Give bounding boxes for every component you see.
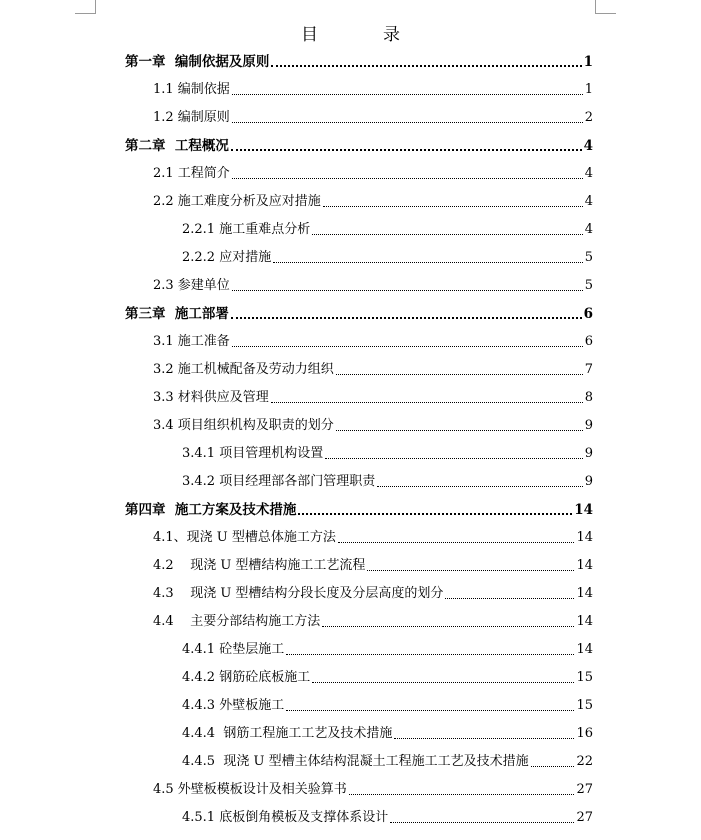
toc-page-number: 14 (574, 502, 593, 518)
toc-page-number: 4 (584, 166, 593, 181)
toc-entry-level-2[interactable] (153, 332, 593, 352)
toc-dot-leader (349, 794, 575, 795)
toc-dot-leader (322, 626, 574, 627)
toc-page-number: 22 (576, 754, 593, 769)
toc-entry-level-2[interactable] (153, 388, 593, 408)
toc-entry-title: 2.1 工程简介 (153, 166, 230, 181)
toc-dot-leader (390, 822, 574, 823)
toc-entry-title: 3.1 施工准备 (153, 334, 230, 349)
toc-page-number: 7 (584, 362, 593, 377)
toc-dot-leader (271, 65, 581, 67)
toc-entry-title: 3.2 施工机械配备及劳动力组织 (153, 362, 334, 377)
toc-dot-leader (531, 766, 575, 767)
toc-entry-level-3[interactable] (182, 808, 593, 828)
toc-dot-leader (232, 178, 583, 179)
toc-entry-title: 4.4.1 砼垫层施工 (182, 642, 285, 657)
toc-dot-leader (312, 682, 574, 683)
toc-entry-level-2[interactable] (153, 164, 593, 184)
toc-entry-level-2[interactable] (153, 360, 593, 380)
toc-page-number: 6 (583, 306, 593, 322)
toc-entry-level-3[interactable] (182, 472, 593, 492)
toc-dot-leader (232, 122, 583, 123)
toc-page-number: 4 (584, 222, 593, 237)
toc-dot-leader (232, 290, 583, 291)
toc-page-number: 15 (576, 670, 593, 685)
toc-dot-leader (325, 458, 583, 459)
toc-entry-title: 第四章 施工方案及技术措施 (125, 502, 297, 518)
toc-dot-leader (336, 374, 583, 375)
toc-dot-leader (338, 542, 575, 543)
toc-page-number: 1 (583, 54, 593, 70)
toc-entry-level-1[interactable] (125, 136, 593, 156)
toc-dot-leader (394, 738, 574, 739)
toc-entry-title: 4.3 现浇 U 型槽结构分段长度及分层高度的划分 (153, 586, 444, 601)
toc-entry-level-1[interactable] (125, 304, 593, 324)
toc-page-number: 6 (584, 334, 593, 349)
toc-page-number: 9 (584, 446, 593, 461)
crop-mark-right-v (595, 0, 596, 14)
toc-page-number: 27 (576, 810, 593, 825)
crop-mark-left-h (75, 13, 96, 14)
toc-entry-level-1[interactable] (125, 52, 593, 72)
toc-page-number: 5 (584, 250, 593, 265)
toc-page-number: 2 (584, 110, 593, 125)
toc-entry-title: 第三章 施工部署 (125, 306, 229, 322)
toc-entry-title: 4.4.2 钢筋砼底板施工 (182, 670, 311, 685)
toc-entry-level-1[interactable] (125, 500, 593, 520)
toc-page-number: 4 (583, 138, 593, 154)
toc-entry-level-2[interactable] (153, 528, 593, 548)
toc-page-number: 5 (584, 278, 593, 293)
toc-entry-level-3[interactable] (182, 668, 593, 688)
toc-entry-title: 1.1 编制依据 (153, 82, 230, 97)
toc-page-number: 14 (576, 530, 593, 545)
toc-entry-title: 4.5 外壁板模板设计及相关验算书 (153, 782, 347, 797)
toc-entry-title: 4.5.1 底板倒角模板及支撑体系设计 (182, 810, 389, 825)
toc-entry-level-2[interactable] (153, 80, 593, 100)
toc-entry-title: 2.2 施工难度分析及应对措施 (153, 194, 321, 209)
toc-entry-level-3[interactable] (182, 248, 593, 268)
toc-page-number: 9 (584, 418, 593, 433)
toc-page-number: 1 (584, 82, 593, 97)
toc-dot-leader (323, 206, 583, 207)
toc-entry-title: 4.2 现浇 U 型槽结构施工工艺流程 (153, 558, 366, 573)
toc-page-number: 14 (576, 642, 593, 657)
toc-page-number: 8 (584, 390, 593, 405)
toc-entry-title: 2.2.2 应对措施 (182, 250, 272, 265)
crop-mark-right-h (595, 13, 616, 14)
toc-entry-level-2[interactable] (153, 556, 593, 576)
toc-entry-level-3[interactable] (182, 220, 593, 240)
toc-dot-leader (336, 430, 583, 431)
page-title: 目 录 (301, 25, 424, 45)
toc-entry-title: 第一章 编制依据及原则 (125, 54, 270, 70)
toc-page-number: 14 (576, 558, 593, 573)
toc-entry-level-3[interactable] (182, 444, 593, 464)
toc-dot-leader (273, 262, 583, 263)
toc-entry-title: 1.2 编制原则 (153, 110, 230, 125)
toc-page-number: 14 (576, 614, 593, 629)
toc-entry-level-2[interactable] (153, 584, 593, 604)
toc-entry-title: 4.4.4 钢筋工程施工工艺及技术措施 (182, 726, 393, 741)
toc-entry-level-2[interactable] (153, 780, 593, 800)
toc-dot-leader (271, 402, 583, 403)
toc-dot-leader (286, 710, 574, 711)
toc-dot-leader (231, 317, 582, 319)
toc-dot-leader (231, 149, 582, 151)
toc-page-number: 27 (576, 782, 593, 797)
toc-entry-title: 3.4 项目组织机构及职责的划分 (153, 418, 334, 433)
toc-entry-title: 2.3 参建单位 (153, 278, 230, 293)
toc-entry-title: 4.4.5 现浇 U 型槽主体结构混凝土工程施工工艺及技术措施 (182, 754, 529, 769)
toc-page-number: 16 (576, 726, 593, 741)
toc-entry-title: 3.4.2 项目经理部各部门管理职责 (182, 474, 376, 489)
toc-entry-title: 4.1、现浇 U 型槽总体施工方法 (153, 530, 336, 545)
toc-page-number: 15 (576, 698, 593, 713)
toc-page-number: 14 (576, 586, 593, 601)
toc-entry-level-2[interactable] (153, 192, 593, 212)
toc-entry-title: 3.3 材料供应及管理 (153, 390, 269, 405)
crop-mark-left-v (95, 0, 96, 14)
toc-entry-level-2[interactable] (153, 276, 593, 296)
toc-dot-leader (367, 570, 574, 571)
toc-dot-leader (286, 654, 574, 655)
toc-entry-level-3[interactable] (182, 724, 593, 744)
toc-entry-level-3[interactable] (182, 752, 593, 772)
toc-dot-leader (232, 346, 583, 347)
toc-dot-leader (445, 598, 574, 599)
toc-dot-leader (232, 94, 583, 95)
toc-dot-leader (312, 234, 583, 235)
toc-entry-title: 第二章 工程概况 (125, 138, 229, 154)
toc-entry-level-3[interactable] (182, 696, 593, 716)
toc-page-number: 4 (584, 194, 593, 209)
toc-page-number: 9 (584, 474, 593, 489)
toc-entry-title: 2.2.1 施工重难点分析 (182, 222, 311, 237)
toc-entry-title: 3.4.1 项目管理机构设置 (182, 446, 324, 461)
toc-entry-level-2[interactable] (153, 612, 593, 632)
toc-entry-level-2[interactable] (153, 108, 593, 128)
toc-dot-leader (298, 513, 572, 515)
toc-entry-level-2[interactable] (153, 416, 593, 436)
toc-entry-title: 4.4 主要分部结构施工方法 (153, 614, 321, 629)
toc-dot-leader (377, 486, 583, 487)
toc-entry-level-3[interactable] (182, 640, 593, 660)
toc-entry-title: 4.4.3 外壁板施工 (182, 698, 285, 713)
